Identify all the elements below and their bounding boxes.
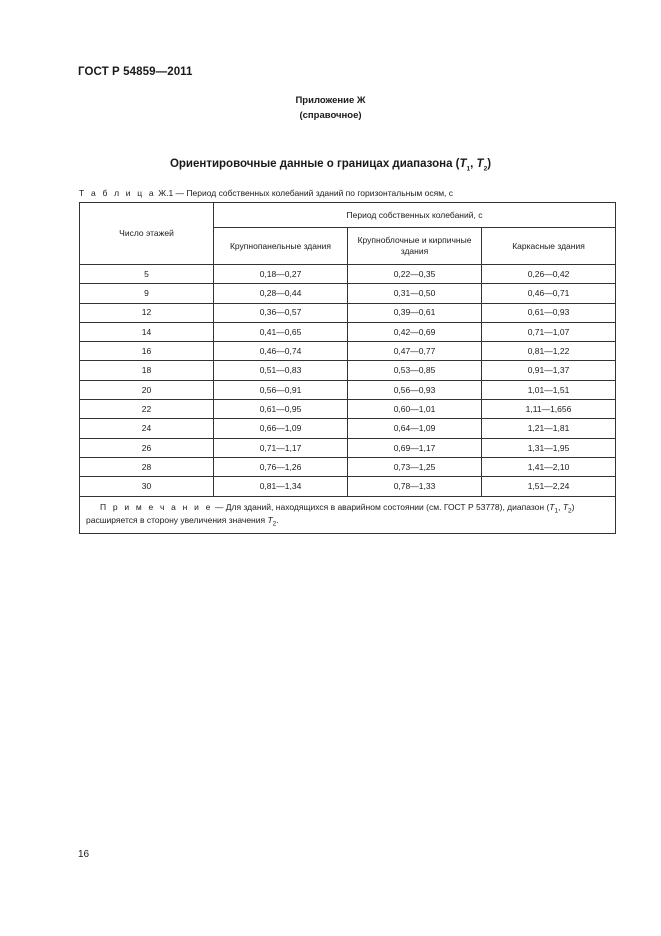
cell-floors: 22 bbox=[80, 400, 214, 419]
cell-floors: 18 bbox=[80, 361, 214, 380]
cell-panel: 0,46—0,74 bbox=[214, 342, 348, 361]
cell-panel: 0,66—1,09 bbox=[214, 419, 348, 438]
cell-panel: 0,36—0,57 bbox=[214, 303, 348, 322]
cell-panel: 0,61—0,95 bbox=[214, 400, 348, 419]
cell-frame: 1,11—1,656 bbox=[482, 400, 616, 419]
cell-block-brick: 0,60—1,01 bbox=[348, 400, 482, 419]
table-row bbox=[80, 477, 616, 496]
cell-floors: 24 bbox=[80, 419, 214, 438]
cell-floors: 16 bbox=[80, 342, 214, 361]
cell-frame: 1,01—1,51 bbox=[482, 380, 616, 399]
cell-frame: 1,21—1,81 bbox=[482, 419, 616, 438]
note-label: П р и м е ч а н и е bbox=[100, 501, 213, 512]
cell-frame: 0,81—1,22 bbox=[482, 342, 616, 361]
table-note bbox=[80, 496, 616, 534]
cell-block-brick: 0,42—0,69 bbox=[348, 322, 482, 341]
cell-block-brick: 0,53—0,85 bbox=[348, 361, 482, 380]
annex-type: (справочное) bbox=[299, 110, 362, 121]
cell-floors: 28 bbox=[80, 457, 214, 476]
table-row bbox=[80, 457, 616, 476]
page-number: 16 bbox=[78, 849, 90, 860]
cell-floors: 12 bbox=[80, 303, 214, 322]
header-period: Период собственных колебаний, с bbox=[214, 203, 616, 228]
cell-panel: 0,28—0,44 bbox=[214, 284, 348, 303]
note-text: — Для зданий, находящихся в аварийном состоянии (см. ГОСТ Р 53778), диапазон ($T_1$, $T_2$) расширяется в сторону увеличения значения $T_2$. bbox=[86, 501, 575, 529]
cell-frame: 0,61—0,93 bbox=[482, 303, 616, 322]
cell-frame: 0,46—0,71 bbox=[482, 284, 616, 303]
cell-panel: 0,81—1,34 bbox=[214, 477, 348, 496]
cell-block-brick: 0,56—0,93 bbox=[348, 380, 482, 399]
table-row bbox=[80, 361, 616, 380]
period-table bbox=[79, 202, 616, 534]
cell-block-brick: 0,31—0,50 bbox=[348, 284, 482, 303]
cell-block-brick: 0,64—1,09 bbox=[348, 419, 482, 438]
cell-block-brick: 0,69—1,17 bbox=[348, 438, 482, 457]
cell-frame: 1,41—2,10 bbox=[482, 457, 616, 476]
cell-floors: 5 bbox=[80, 265, 214, 284]
cell-frame: 1,51—2,24 bbox=[482, 477, 616, 496]
header-floors: Число этажей bbox=[80, 203, 214, 265]
cell-block-brick: 0,78—1,33 bbox=[348, 477, 482, 496]
cell-panel: 0,71—1,17 bbox=[214, 438, 348, 457]
cell-panel: 0,56—0,91 bbox=[214, 380, 348, 399]
header-panel-buildings: Крупнопанельные здания bbox=[214, 228, 348, 265]
cell-floors: 9 bbox=[80, 284, 214, 303]
cell-floors: 30 bbox=[80, 477, 214, 496]
table-caption bbox=[79, 188, 453, 198]
table-row bbox=[80, 419, 616, 438]
cell-block-brick: 0,22—0,35 bbox=[348, 265, 482, 284]
header-frame-buildings: Каркасные здания bbox=[482, 228, 616, 265]
cell-floors: 26 bbox=[80, 438, 214, 457]
cell-frame: 0,91—1,37 bbox=[482, 361, 616, 380]
cell-block-brick: 0,73—1,25 bbox=[348, 457, 482, 476]
cell-panel: 0,76—1,26 bbox=[214, 457, 348, 476]
cell-panel: 0,41—0,65 bbox=[214, 322, 348, 341]
table-row bbox=[80, 400, 616, 419]
table-row bbox=[80, 342, 616, 361]
cell-panel: 0,51—0,83 bbox=[214, 361, 348, 380]
table-row bbox=[80, 265, 616, 284]
section-title: Ориентировочные данные о границах диапазона ($T_1$, $T_2$) bbox=[169, 158, 492, 173]
cell-block-brick: 0,39—0,61 bbox=[348, 303, 482, 322]
header-block-brick-buildings: Крупноблочные и кирпичные здания bbox=[348, 228, 482, 265]
cell-frame: 0,71—1,07 bbox=[482, 322, 616, 341]
table-row bbox=[80, 303, 616, 322]
table-row bbox=[80, 284, 616, 303]
cell-floors: 20 bbox=[80, 380, 214, 399]
table-caption-label: Т а б л и ц а bbox=[79, 188, 156, 198]
document-id: ГОСТ Р 54859—2011 bbox=[78, 66, 193, 78]
cell-block-brick: 0,47—0,77 bbox=[348, 342, 482, 361]
table-row bbox=[80, 322, 616, 341]
annex-title: Приложение Ж bbox=[295, 95, 366, 106]
cell-frame: 0,26—0,42 bbox=[482, 265, 616, 284]
cell-floors: 14 bbox=[80, 322, 214, 341]
table-row bbox=[80, 438, 616, 457]
cell-frame: 1,31—1,95 bbox=[482, 438, 616, 457]
table-caption-text: Ж.1 — Период собственных колебаний зданий по горизонтальным осям, с bbox=[158, 188, 454, 198]
table-row bbox=[80, 380, 616, 399]
cell-panel: 0,18—0,27 bbox=[214, 265, 348, 284]
table-note-row bbox=[80, 496, 616, 534]
